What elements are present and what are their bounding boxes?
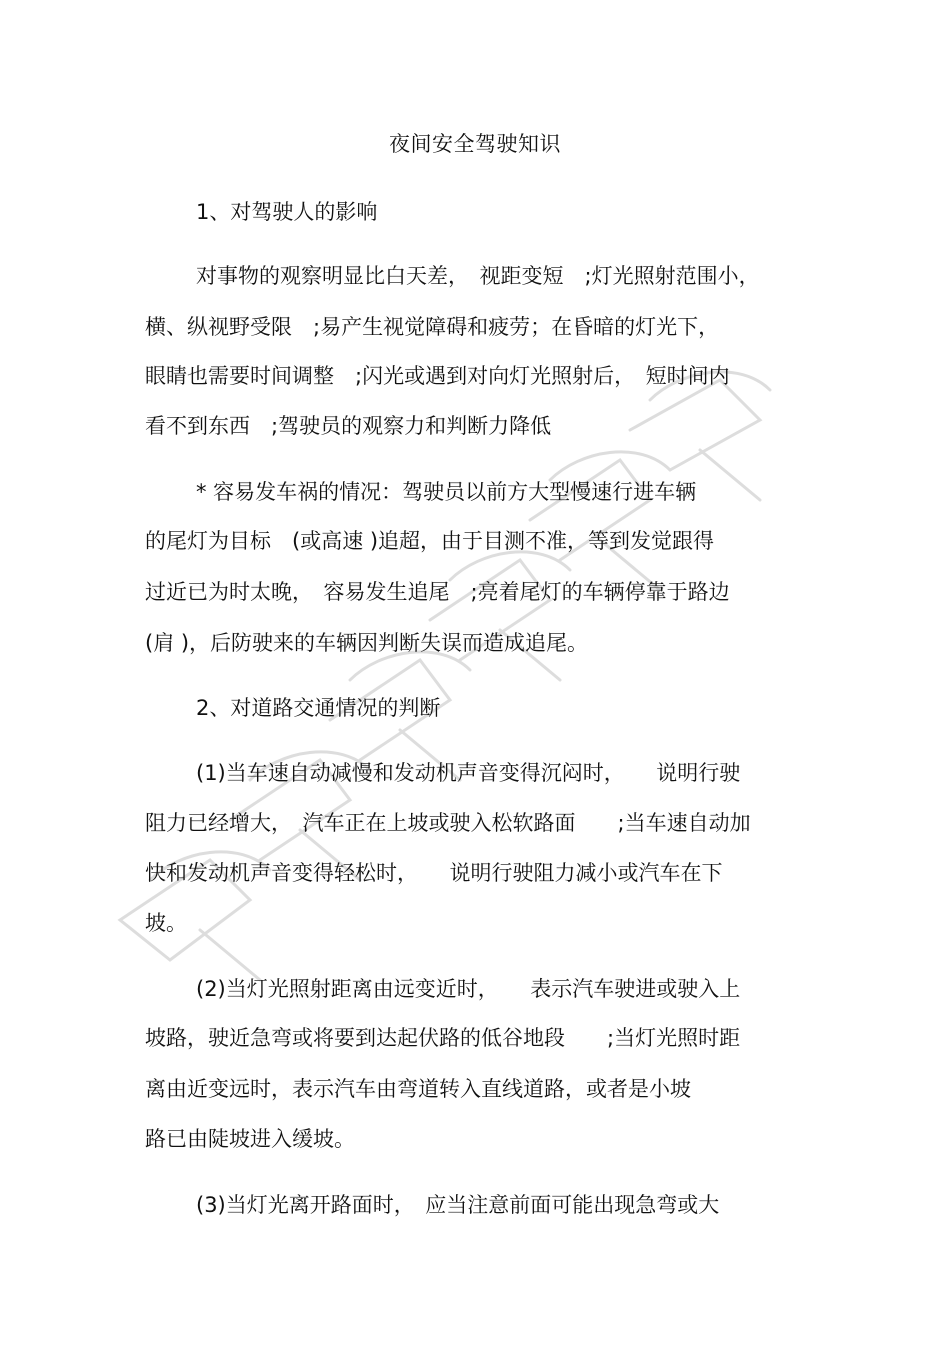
- paragraph-line: 过近已为时太晚， 容易发生追尾 ;亮着尾灯的车辆停靠于路边: [145, 580, 730, 604]
- paragraph-line: 横、纵视野受限 ;易产生视觉障碍和疲劳；在昏暗的灯光下，: [145, 315, 720, 339]
- paragraph-line: (3)当灯光离开路面时， 应当注意前面可能出现急弯或大: [196, 1193, 720, 1217]
- section-heading-1: 1、对驾驶人的影响: [196, 200, 378, 224]
- paragraph-line: 看不到东西 ;驾驶员的观察力和判断力降低: [145, 414, 552, 438]
- paragraph-line: 坡。: [145, 911, 187, 935]
- document-title: 夜间安全驾驶知识: [389, 132, 561, 156]
- paragraph-line: 快和发动机声音变得轻松时， 说明行驶阻力减小或汽车在下: [145, 861, 723, 885]
- paragraph-line: 路已由陡坡进入缓坡。: [145, 1127, 355, 1151]
- paragraph-line: (1)当车速自动减慢和发动机声音变得沉闷时， 说明行驶: [196, 761, 741, 785]
- paragraph-line: 离由近变远时，表示汽车由弯道转入直线道路，或者是小坡: [145, 1077, 691, 1101]
- paragraph-line: 阻力已经增大， 汽车正在上坡或驶入松软路面 ;当车速自动加: [145, 811, 751, 835]
- paragraph-line: 对事物的观察明显比白天差， 视距变短 ;灯光照射范围小，: [196, 264, 760, 288]
- section-heading-2: 2、对道路交通情况的判断: [196, 696, 441, 720]
- paragraph-line: (2)当灯光照射距离由远变近时， 表示汽车驶进或驶入上: [196, 977, 741, 1001]
- paragraph-line: (肩 )，后防驶来的车辆因判断失误而造成追尾。: [145, 631, 589, 655]
- paragraph-line: 眼睛也需要时间调整 ;闪光或遇到对向灯光照射后， 短时间内: [145, 364, 730, 388]
- paragraph-line: 坡路，驶近急弯或将要到达起伏路的低谷地段 ;当灯光照时距: [145, 1026, 741, 1050]
- paragraph-line: * 容易发车祸的情况：驾驶员以前方大型慢速行进车辆: [196, 480, 697, 504]
- paragraph-line: 的尾灯为目标 (或高速 )追超，由于目测不准，等到发觉跟得: [145, 529, 715, 553]
